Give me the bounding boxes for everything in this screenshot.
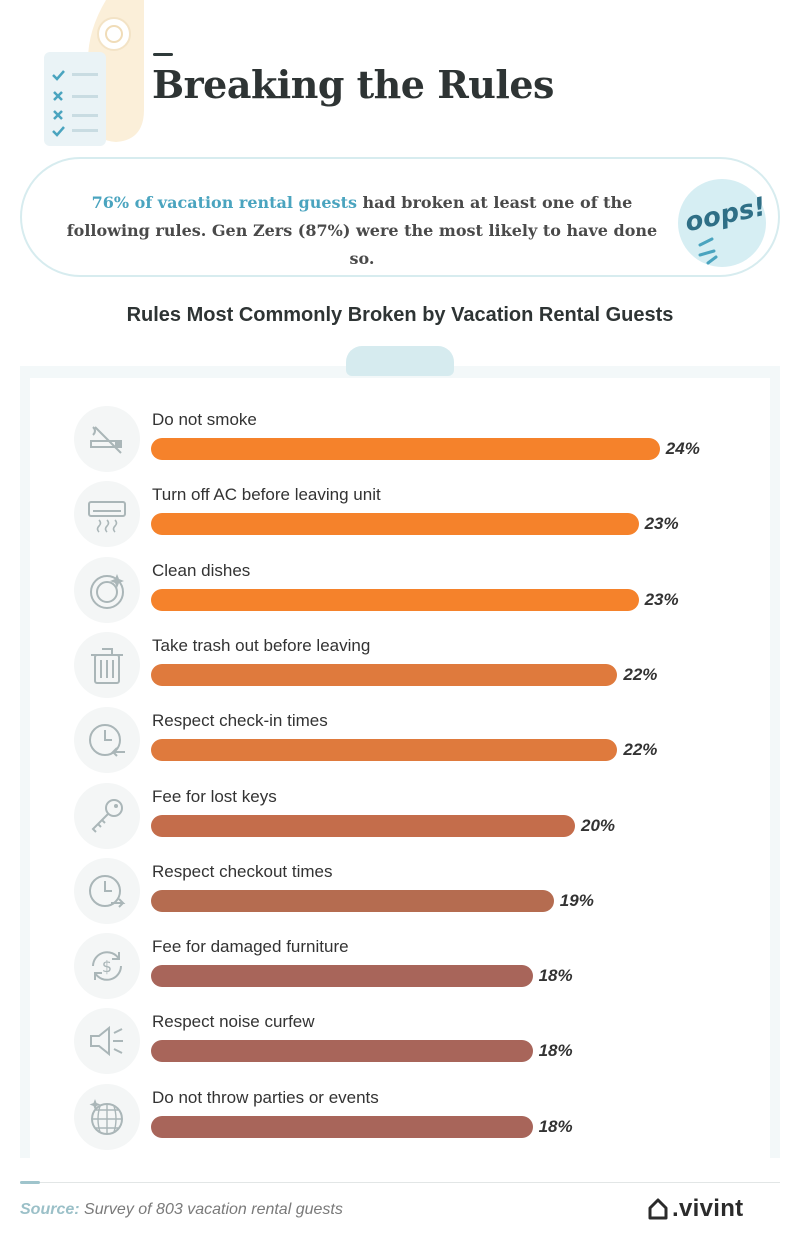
bar-value-label: 22% [623, 740, 658, 760]
trash-can-icon [74, 632, 140, 698]
bar-label: Fee for lost keys [152, 786, 277, 806]
bar-value-label: 20% [581, 815, 616, 835]
air-conditioner-icon [74, 481, 140, 547]
bar [151, 589, 639, 611]
bar-label: Clean dishes [152, 560, 251, 580]
clean-plate-icon [74, 557, 140, 623]
intro-text [62, 189, 662, 273]
bar [151, 513, 639, 535]
bar-value-label: 18% [538, 1116, 573, 1136]
bar [151, 664, 617, 686]
bar [151, 438, 660, 460]
bar-label: Do not throw parties or events [152, 1087, 379, 1107]
title-accent-bar [153, 53, 173, 56]
bar-value-label: 18% [538, 1041, 573, 1061]
chart-row [0, 858, 800, 928]
bar-value-label: 23% [644, 589, 679, 609]
bar [151, 965, 533, 987]
bar-label: Fee for damaged furniture [152, 937, 349, 957]
source-note [20, 1201, 343, 1219]
checkout-clock-icon [74, 858, 140, 924]
page-title: Breaking the Rules [152, 62, 554, 107]
dollar-cycle-icon [74, 933, 140, 999]
chart-row [0, 707, 800, 777]
source-label: Source: [20, 1201, 80, 1218]
bar [151, 890, 554, 912]
intro-rest: had broken at least one of the following rules. Gen Zers (87%) were the most likely to have done so. [66, 193, 658, 268]
chart-row [0, 1084, 800, 1154]
intro-highlight: 76% of vacation rental guests [91, 193, 357, 212]
bar [151, 1040, 533, 1062]
chart-row [0, 557, 800, 627]
intro-callout [20, 157, 780, 277]
footer-divider [20, 1182, 780, 1183]
bar-value-label: 24% [665, 439, 700, 458]
bar [151, 739, 617, 761]
footer-accent-bar [20, 1181, 40, 1184]
bar-value-label: 22% [623, 664, 658, 684]
chart-row [0, 933, 800, 1003]
logo-wordmark: vivint [678, 1195, 744, 1222]
oops-badge-text: oops! [682, 191, 769, 239]
bar-value-label: 18% [538, 966, 573, 986]
bar-label: Respect check-in times [152, 711, 328, 731]
bar-label: Turn off AC before leaving unit [152, 485, 381, 505]
chart-panel-tab [346, 346, 454, 376]
bar [151, 1116, 533, 1138]
header-illustration-icon [36, 0, 146, 150]
no-smoking-icon [74, 406, 140, 472]
bar-label: Respect checkout times [152, 861, 333, 881]
speaker-mute-icon [74, 1008, 140, 1074]
chart-row [0, 406, 800, 476]
bar-value-label: 19% [559, 890, 594, 910]
svg-text:$: $ [101, 957, 113, 977]
bar [151, 815, 575, 837]
oops-badge-icon [670, 167, 778, 271]
source-text: Survey of 803 vacation rental guests [79, 1201, 343, 1218]
chart-row [0, 783, 800, 853]
check-in-clock-icon [74, 707, 140, 773]
bar-label: Respect noise curfew [152, 1012, 315, 1032]
disco-ball-icon [74, 1084, 140, 1150]
bar-label: Do not smoke [152, 410, 257, 429]
bar-label: Take trash out before leaving [152, 635, 371, 655]
house-logo-icon [648, 1198, 668, 1220]
chart-row [0, 632, 800, 702]
chart-title: Rules Most Commonly Broken by Vacation Rental Guests [126, 304, 674, 326]
chart-row [0, 1008, 800, 1078]
key-icon [74, 783, 140, 849]
logo-text: .vivint [672, 1195, 744, 1222]
bar-value-label: 23% [644, 514, 679, 534]
chart-row [0, 481, 800, 551]
